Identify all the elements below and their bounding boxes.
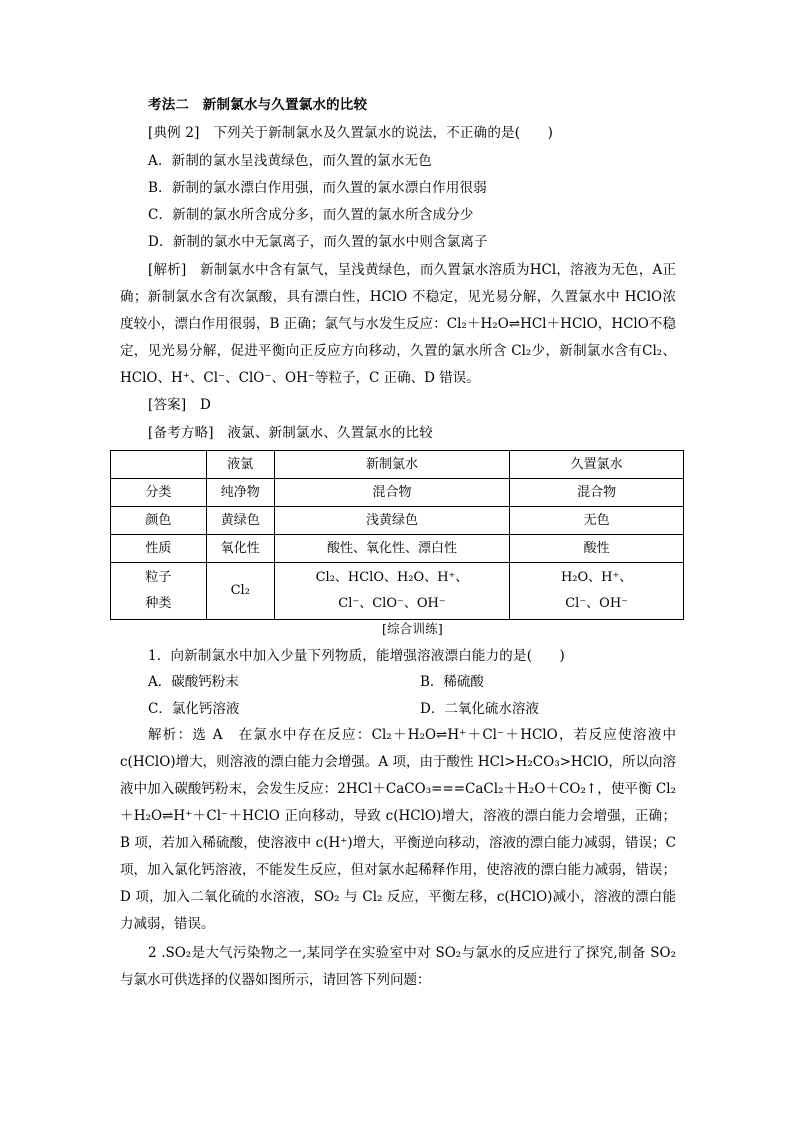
table-cell: 酸性、氧化性、漂白性: [274, 535, 510, 563]
table-cell: 无色: [510, 507, 684, 535]
table-cell: 纯净物: [206, 479, 274, 507]
table-cell: Cl₂: [206, 563, 274, 620]
table-header-cell: 液氯: [206, 451, 274, 479]
strategy-title: [备考方略] 液氯、新制氯水、久置氯水的比较: [148, 425, 433, 441]
table-header-cell: 久置氯水: [510, 451, 684, 479]
option-d: D．新制的氯水中无氯离子，而久置的氯水中则含氯离子: [148, 234, 488, 250]
q2-stem: 2 .SO₂是大气污染物之一,某同学在实验室中对 SO₂与氯水的反应进行了探究,制备 SO₂与氯水可供选择的仪器如图所示，请回答下列问题：: [120, 945, 676, 988]
q1-option-d: D．二氧化硫水溶液: [420, 701, 539, 717]
example-analysis-text: [解析] 新制氯水中含有氯气，呈浅黄绿色，而久置氯水溶质为HCl，溶液为无色，A正确；新制氯水含有次氯酸，具有漂白性，HClO 不稳定，见光易分解，久置氯水中 HClO浓度较小，漂白作用很弱，B 正确；氯气与水发生反应：Cl₂＋H₂O⇌HCl＋HClO，HClO不稳定，见光易分解，促进平衡向正反应方向移动，久置的氯水所含 Cl₂少，新制氯水含有Cl₂、HClO、H⁺、Cl⁻、ClO⁻、OH⁻等粒子，C 正确、D 错误。: [120, 262, 676, 386]
particle-label-line1: 粒子: [145, 570, 172, 585]
q1-option-a: A．碳酸钙粉末: [148, 674, 239, 690]
q1-option-c: C．氯化钙溶液: [148, 701, 240, 717]
table-cell: [111, 563, 207, 620]
particle-label-line2: 种类: [145, 596, 172, 611]
table-row-particles: [111, 563, 684, 620]
example-question: [典例 2] 下列关于新制氯水及久置氯水的说法，不正确的是( ): [148, 125, 554, 141]
q1-analysis-text: 解析：选 A 在氯水中存在反应：Cl₂＋H₂O⇌H⁺＋Cl⁻＋HClO，若反应使溶液中c(HClO)增大，则溶液的漂白能力会增强。A 项，由于酸性 HCl>H₂CO₃>HClO，所以向溶液中加入碳酸钙粉末，会发生反应：2HCl＋CaCO₃===CaCl₂＋H₂O＋CO₂↑，使平衡 Cl₂＋H₂O⇌H⁺＋Cl⁻＋HClO 正向移动，导致 c(HClO)增大，溶液的漂白能力会增强，正确；B 项，若加入稀硫酸，使溶液中 c(H⁺)增大，平衡逆向移动，溶液的漂白能力减弱，错误；C 项，加入氯化钙溶液，不能发生反应，但对氯水起稀释作用，使溶液的漂白能力减弱，错误；D 项，加入二氧化硫的水溶液，SO₂ 与 Cl₂ 反应，平衡左移，c(HClO)减小，溶液的漂白能力减弱，错误。: [120, 727, 676, 932]
table-row: [111, 507, 684, 535]
example-analysis: [120, 257, 676, 392]
table-cell: 浅黄绿色: [274, 507, 510, 535]
table-header-cell: 新制氯水: [274, 451, 510, 479]
table-cell: 颜色: [111, 507, 207, 535]
table-cell: [510, 563, 684, 620]
table-cell: 黄绿色: [206, 507, 274, 535]
q1-stem: 1．向新制氯水中加入少量下列物质，能增强溶液漂白能力的是( ): [148, 648, 566, 664]
table-cell: 混合物: [274, 479, 510, 507]
q2: [120, 940, 676, 994]
new-water-particles-line1: Cl₂、HClO、H₂O、H⁺、: [315, 570, 469, 585]
option-c: C．新制的氯水所含成分多，而久置的氯水所含成分少: [148, 207, 474, 223]
example-answer: [答案] D: [148, 397, 212, 413]
old-water-particles-line1: H₂O、H⁺、: [560, 570, 633, 585]
table-cell: 氧化性: [206, 535, 274, 563]
comparison-table: [110, 450, 684, 620]
q1-option-b: B．稀硫酸: [420, 674, 484, 690]
table-header-cell: [111, 451, 207, 479]
table-header-row: [111, 451, 684, 479]
option-b: B．新制的氯水漂白作用强，而久置的氯水漂白作用很弱: [148, 180, 487, 196]
old-water-particles-line2: Cl⁻、OH⁻: [565, 596, 629, 611]
table-row: [111, 479, 684, 507]
section-title: 考法二 新制氯水与久置氯水的比较: [148, 97, 368, 113]
table-cell: 混合物: [510, 479, 684, 507]
table-cell: 分类: [111, 479, 207, 507]
q1-analysis: [120, 722, 676, 938]
table-cell: [274, 563, 510, 620]
option-a: A．新制的氯水呈浅黄绿色，而久置的氯水无色: [148, 153, 432, 169]
training-title: [综合训练]: [382, 621, 443, 636]
new-water-particles-line2: Cl⁻、ClO⁻、OH⁻: [338, 596, 446, 611]
table-cell: 酸性: [510, 535, 684, 563]
table-row: [111, 535, 684, 563]
table-cell: 性质: [111, 535, 207, 563]
